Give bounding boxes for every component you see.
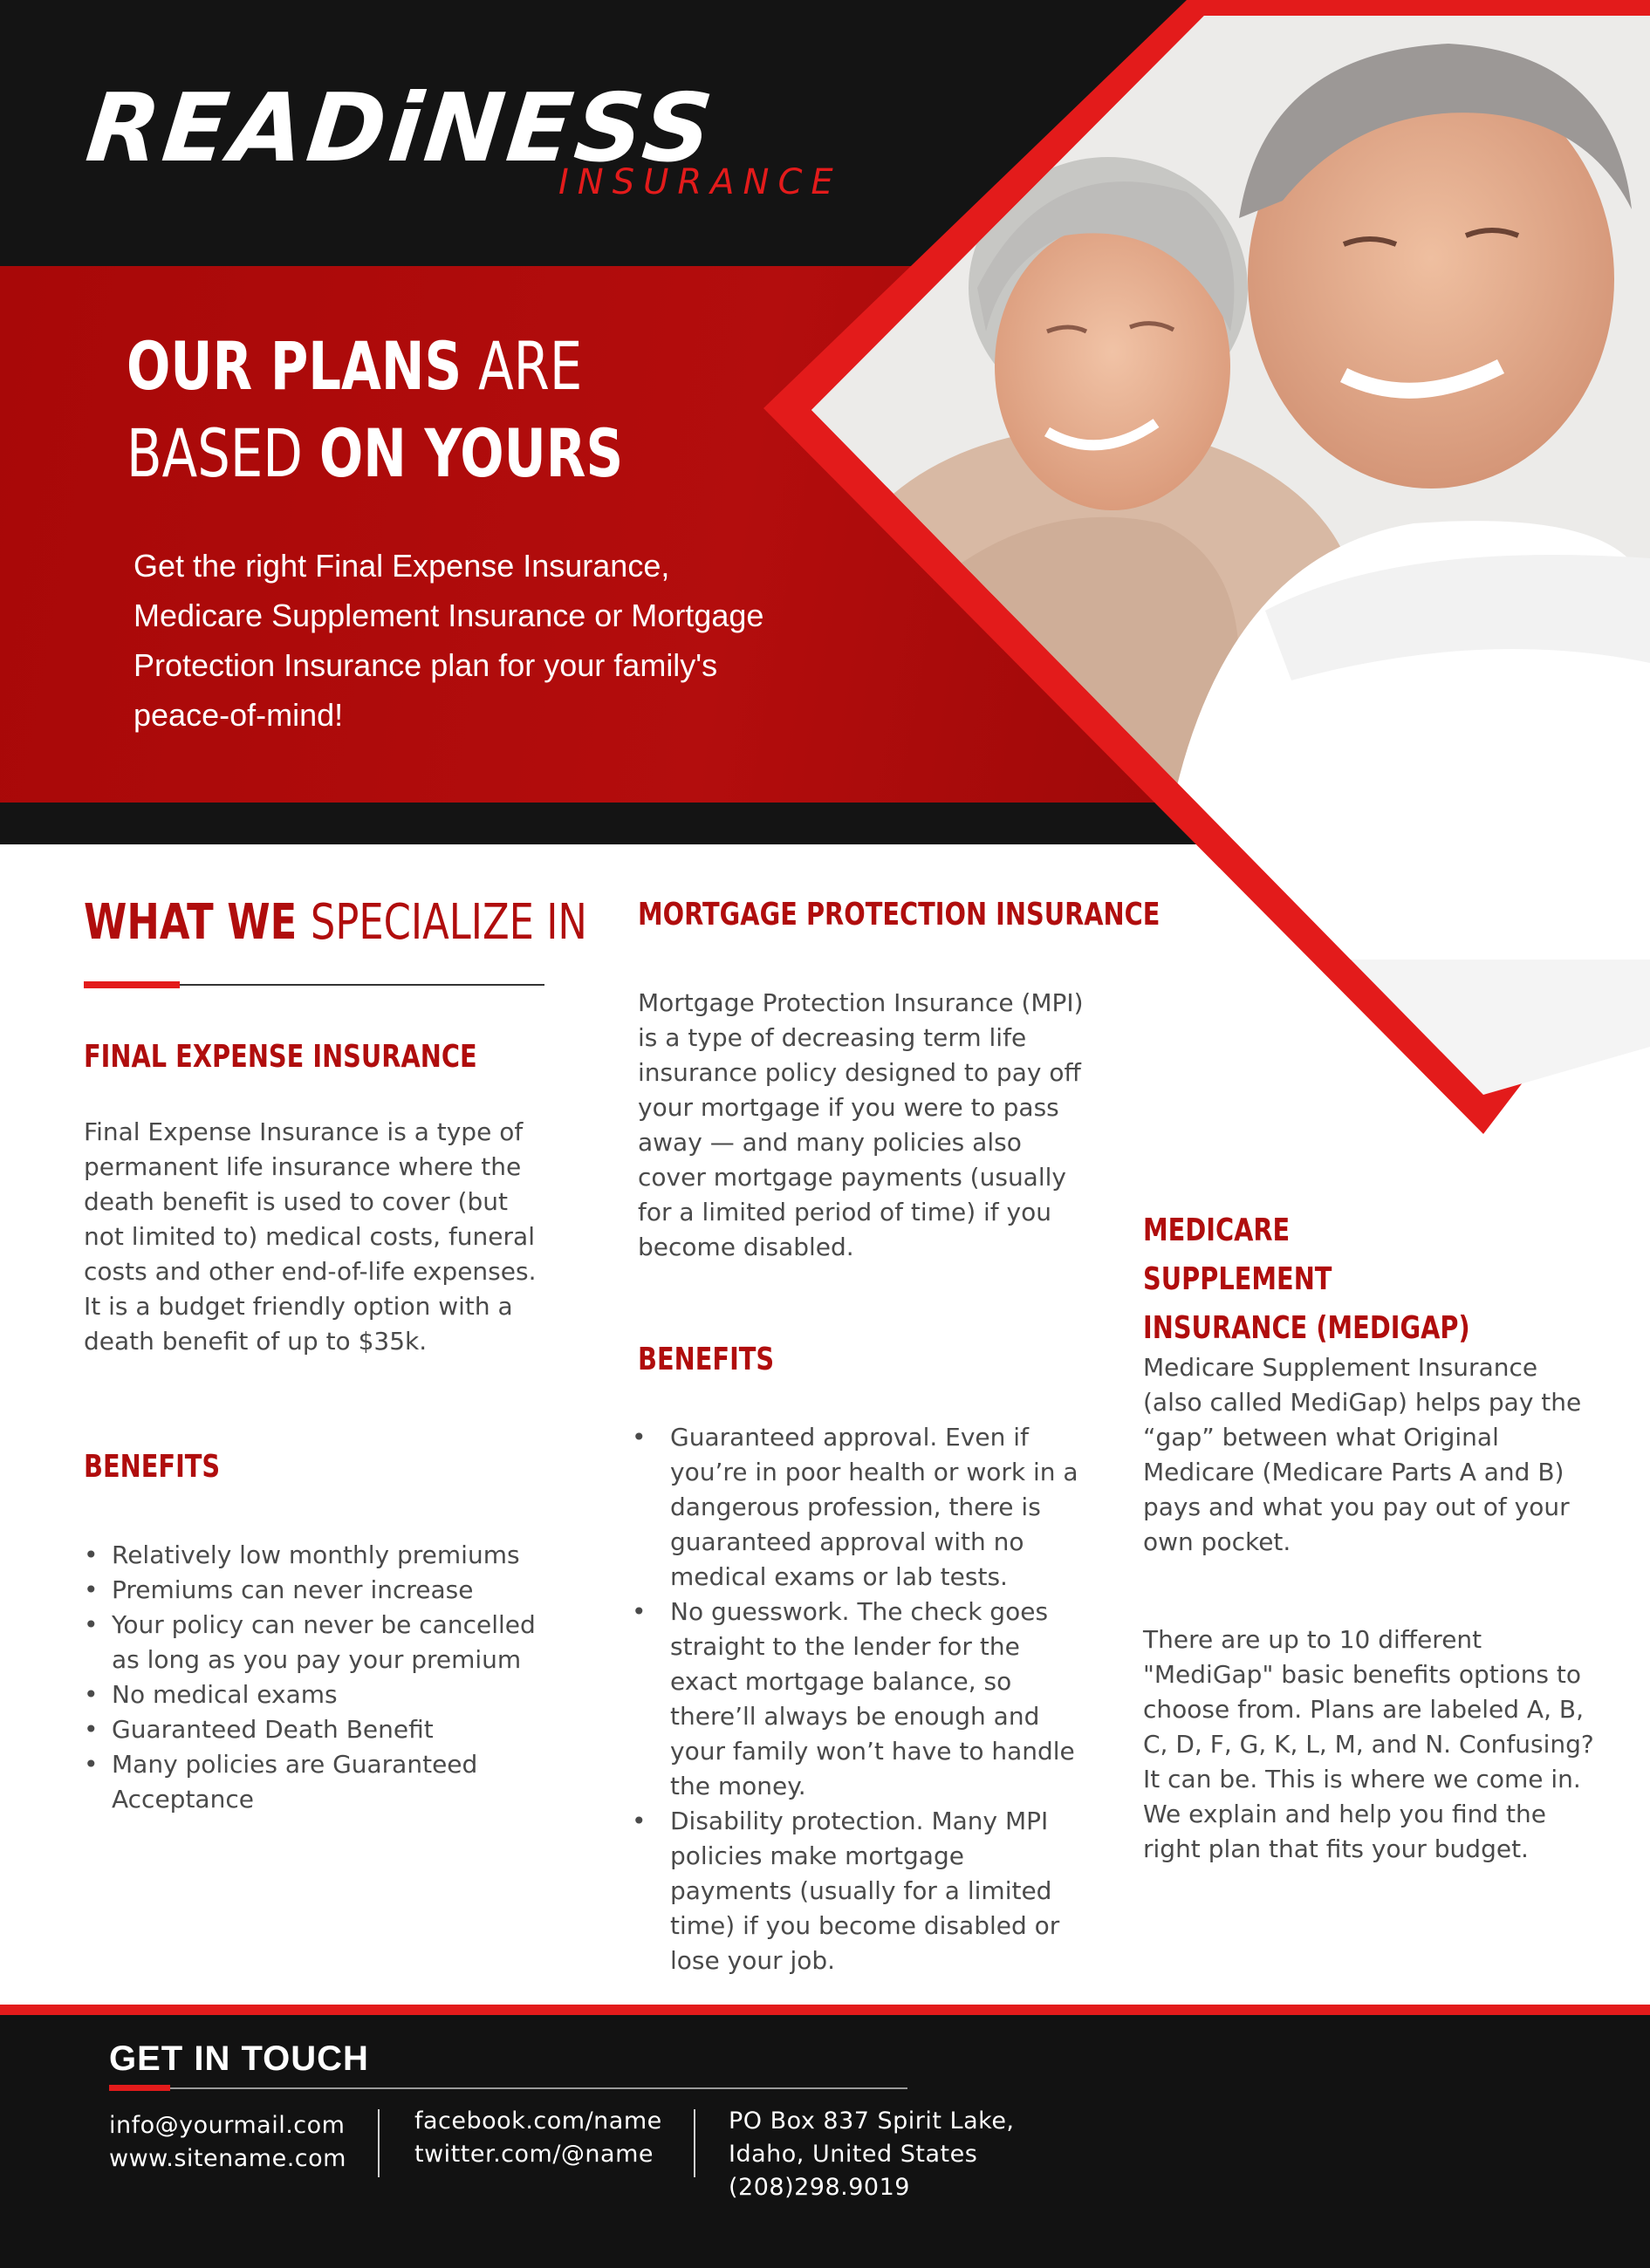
final-expense-description: Final Expense Insurance is a type of permanent life insurance where the death benefit is used to cover (but not limited to) medical costs, funeral costs and other end-of-life expenses. It is a budget friendly option with a death benefit of up to $35k. bbox=[84, 1117, 537, 1356]
section-heading-light: SPECIALIZE IN bbox=[310, 894, 587, 951]
footer-accent-bar bbox=[0, 2005, 1650, 2015]
footer-divider-accent bbox=[109, 2085, 170, 2091]
mortgage-description: Mortgage Protection Insurance (MPI) is a type of decreasing term life insurance policy designed to pay off your mortgage if you were to pass away — and many policies also cover mortgage payments (usually for a limited period of time) if you become disabled. bbox=[638, 988, 1084, 1261]
mortgage-title: MORTGAGE PROTECTION INSURANCE bbox=[638, 897, 1160, 932]
hero-title-light-2: BASED bbox=[127, 414, 303, 492]
logo-wordmark: READiNESS bbox=[81, 74, 721, 183]
list-item: • Your policy can never be cancelled as long as you pay your premium bbox=[84, 1608, 572, 1677]
list-item: • No guesswork. The check goes straight to the lender for the exact mortgage balance, so there’ll always be enough and your family won’t have to handle the money. bbox=[628, 1595, 1082, 1804]
section-heading-bold: WHAT WE bbox=[84, 894, 298, 951]
list-item: • Premiums can never increase bbox=[84, 1573, 572, 1608]
list-item: • Guaranteed Death Benefit bbox=[84, 1712, 572, 1747]
final-expense-benefits-list bbox=[84, 1538, 572, 1817]
hero-copy-line: peace-of-mind! bbox=[134, 697, 344, 733]
footer-contact-social bbox=[414, 2105, 662, 2171]
final-expense-benefits-title: BENEFITS bbox=[84, 1449, 221, 1485]
phone-number[interactable]: (208)298.9019 bbox=[729, 2174, 910, 2201]
address-line: PO Box 837 Spirit Lake, bbox=[729, 2107, 1015, 2135]
list-item: • Relatively low monthly premiums bbox=[84, 1538, 572, 1573]
email-link[interactable]: info@yourmail.com bbox=[109, 2112, 346, 2139]
address-line: Idaho, United States bbox=[729, 2141, 978, 2168]
hero-title bbox=[127, 323, 644, 497]
footer-address bbox=[729, 2105, 1015, 2204]
brand-logo bbox=[81, 74, 925, 208]
mortgage-benefits-title: BENEFITS bbox=[638, 1342, 775, 1377]
list-item: • No medical exams bbox=[84, 1677, 572, 1712]
hero-copy-line: Get the right Final Expense Insurance, bbox=[134, 548, 670, 584]
medicare-plans-description: There are up to 10 different "MediGap" basic benefits options to choose from. Plans are labeled A, B, C, D, F, G, K, L, M, and N. Confusing? It can be. This is where we come in. We explain and help you find the right plan that fits your budget. bbox=[1143, 1625, 1594, 1863]
footer-title: GET IN TOUCH bbox=[109, 2039, 369, 2078]
medicare-title: MEDICARE SUPPLEMENT INSURANCE (MEDIGAP) bbox=[1143, 1213, 1470, 1346]
footer-contact-web bbox=[109, 2109, 346, 2176]
website-link[interactable]: www.sitename.com bbox=[109, 2145, 346, 2172]
twitter-link[interactable]: twitter.com/@name bbox=[414, 2141, 654, 2168]
logo-subtitle: INSURANCE bbox=[558, 162, 842, 202]
hero-title-light-1: ARE bbox=[478, 327, 583, 405]
list-item: • Disability protection. Many MPI policies make mortgage payments (usually for a limited time) if you become disabled or lose your job. bbox=[628, 1804, 1082, 1978]
section-divider-accent bbox=[84, 981, 180, 988]
hero-copy-line: Protection Insurance plan for your family's bbox=[134, 647, 718, 683]
footer-separator bbox=[694, 2109, 695, 2177]
final-expense-title: FINAL EXPENSE INSURANCE bbox=[84, 1039, 477, 1075]
footer-separator bbox=[378, 2109, 380, 2177]
list-item: • Guaranteed approval. Even if you’re in poor health or work in a dangerous profession, there is guaranteed approval with no medical exams or lab tests. bbox=[628, 1420, 1082, 1595]
footer-divider bbox=[109, 2087, 907, 2089]
hero-title-bold-1: OUR PLANS bbox=[127, 327, 462, 405]
list-item: • Many policies are Guaranteed Acceptance bbox=[84, 1747, 572, 1817]
hero-copy bbox=[134, 541, 849, 740]
hero-copy-line: Medicare Supplement Insurance or Mortgage bbox=[134, 598, 764, 633]
section-heading bbox=[84, 891, 587, 954]
hero-title-bold-2: ON YOURS bbox=[318, 414, 624, 492]
mortgage-benefits-list bbox=[628, 1420, 1082, 1978]
facebook-link[interactable]: facebook.com/name bbox=[414, 2107, 662, 2135]
medicare-description: Medicare Supplement Insurance (also called MediGap) helps pay the “gap” between what Original Medicare (Medicare Parts A and B) pays and what you pay out of your own pocket. bbox=[1143, 1353, 1582, 1556]
